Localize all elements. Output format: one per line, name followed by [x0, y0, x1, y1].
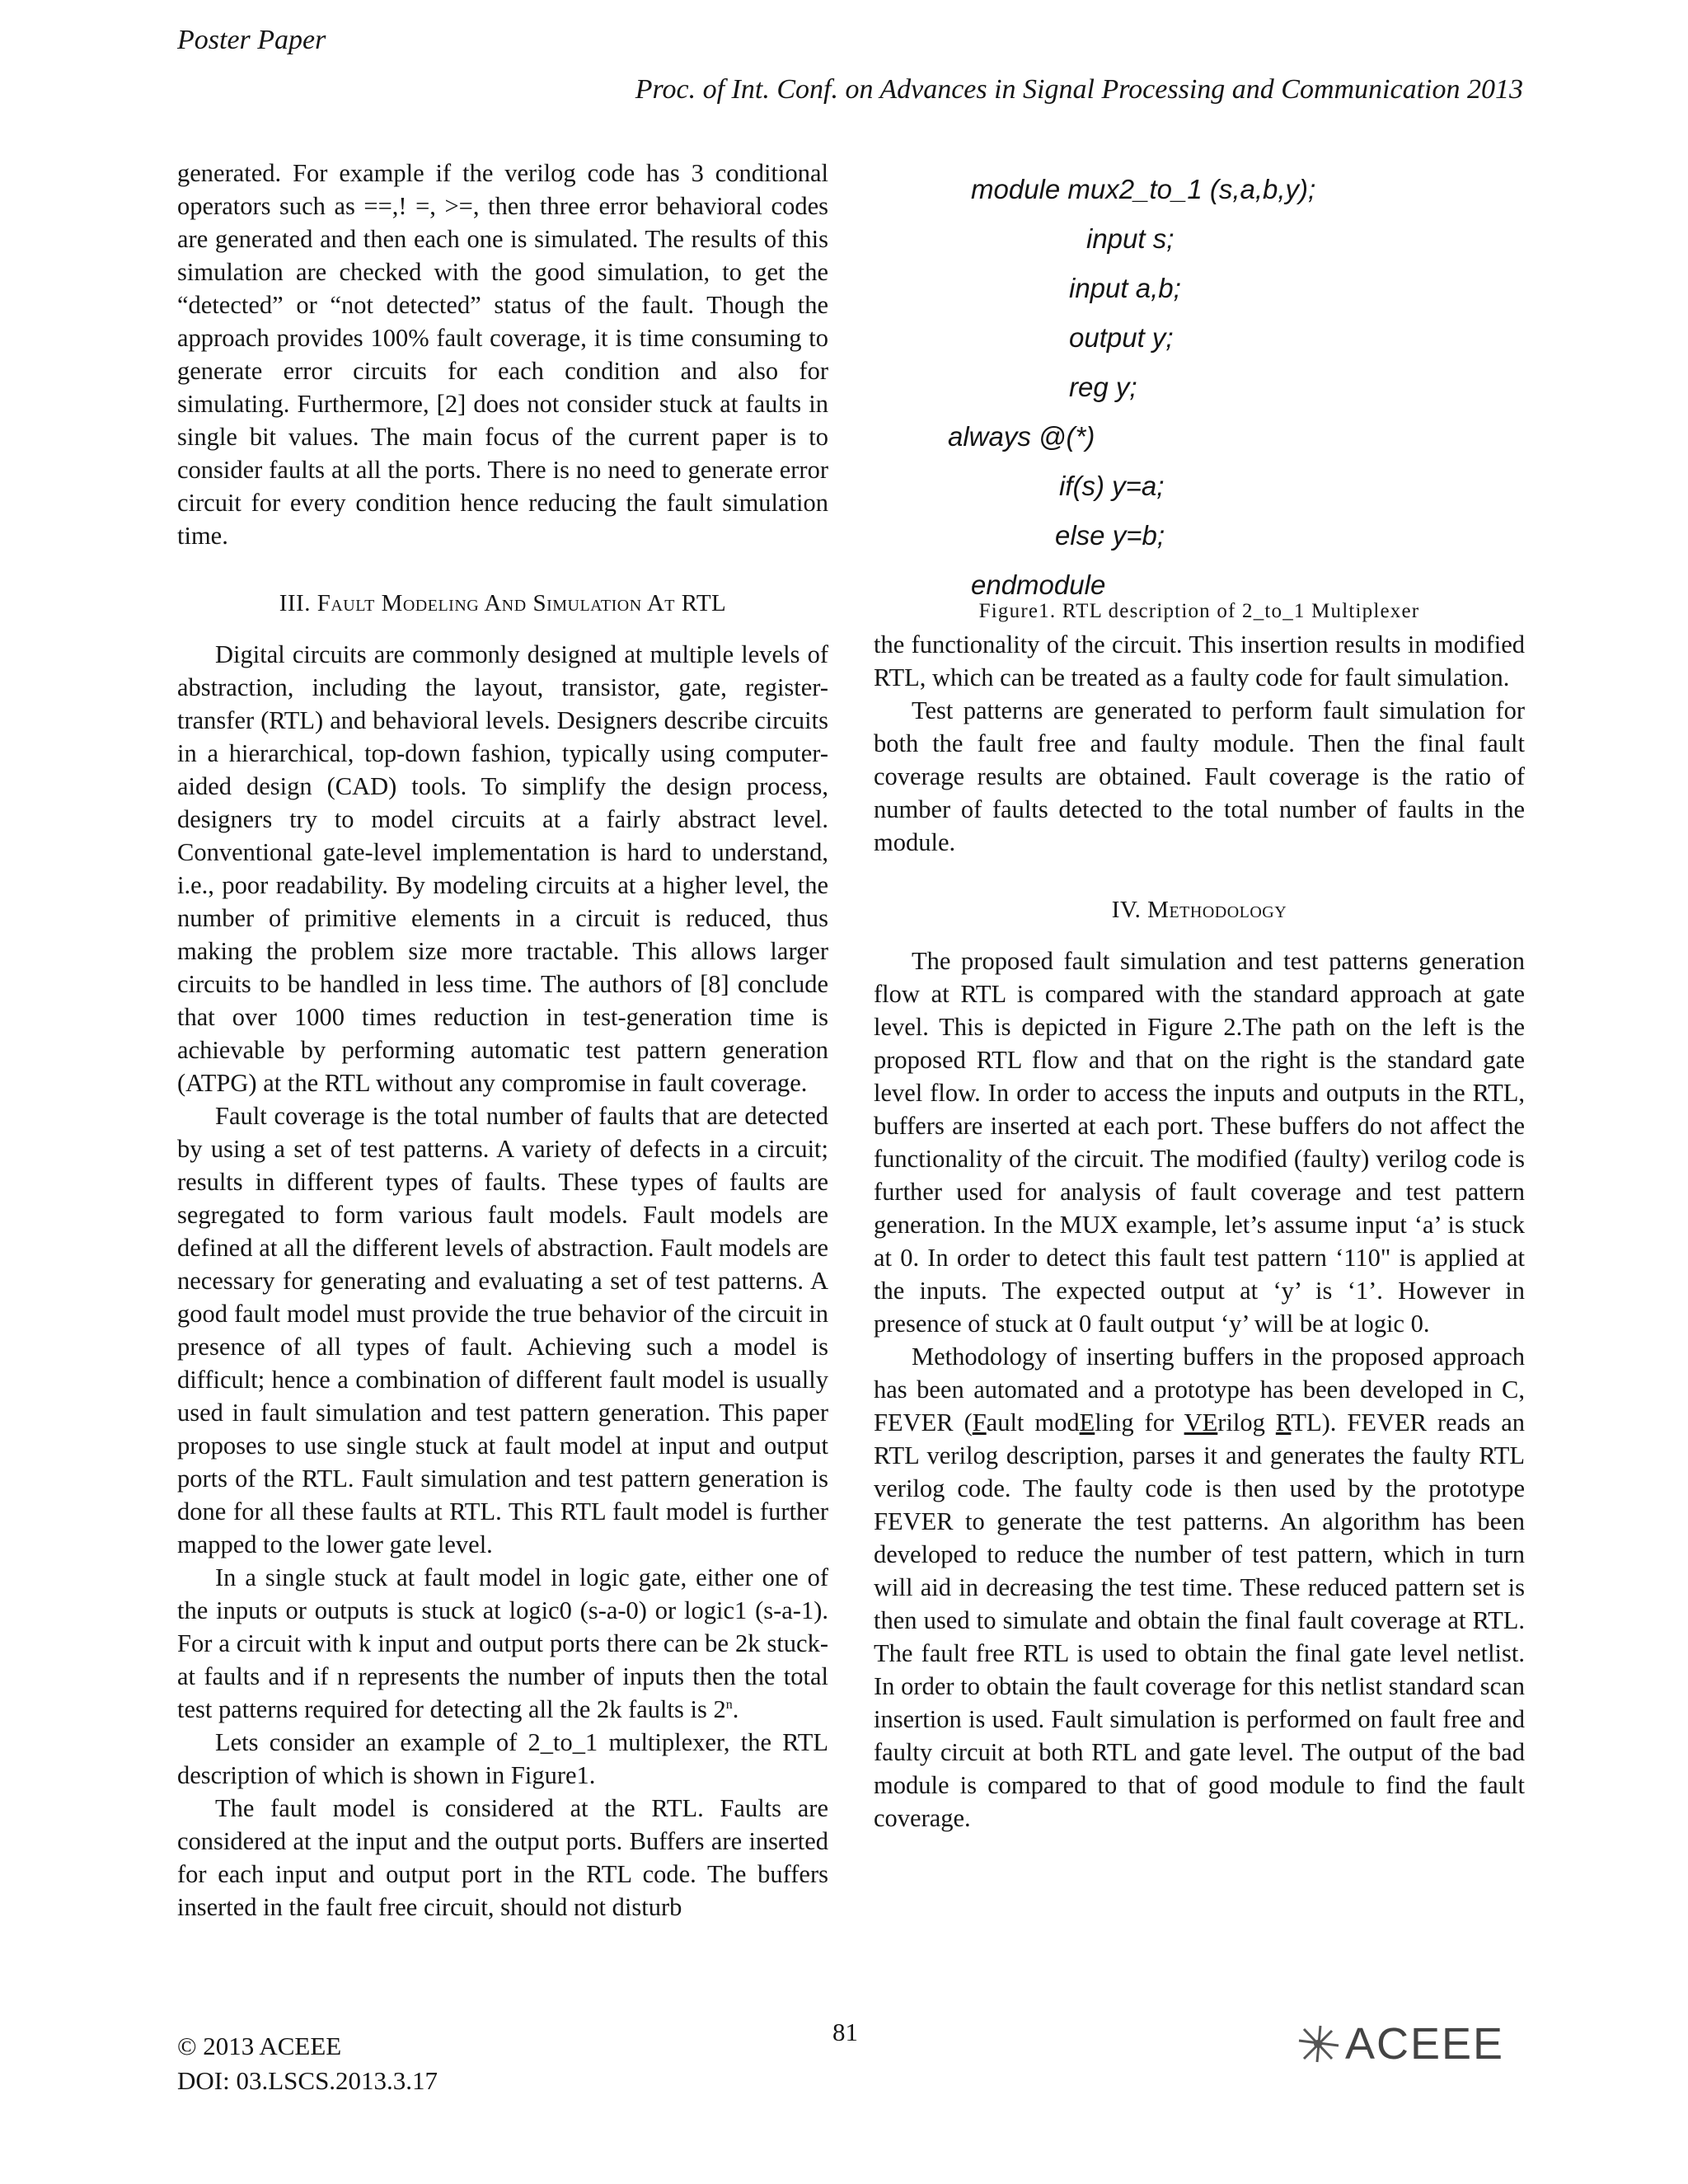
- code-figure: [874, 157, 1525, 602]
- underlined-letter: F: [972, 1408, 987, 1436]
- section-title: Methodology: [1147, 897, 1287, 923]
- code-line: endmodule: [971, 569, 1106, 600]
- underlined-letter: R: [1275, 1408, 1292, 1436]
- section-heading-4: [874, 893, 1525, 926]
- section-number: III.: [279, 590, 317, 616]
- running-header-left: Poster Paper: [177, 25, 326, 55]
- left-column: [177, 157, 828, 1924]
- code-line: module mux2_to_1 (s,a,b,y);: [971, 174, 1316, 204]
- code-line: input a,b;: [1069, 273, 1181, 303]
- paragraph: [177, 1561, 828, 1726]
- code-line: reg y;: [1069, 372, 1137, 402]
- section-title: Fault Modeling And Simulation At RTL: [316, 590, 727, 616]
- star-logo-icon: [1292, 2019, 1342, 2069]
- right-column: [874, 157, 1525, 1835]
- code-line: if(s) y=a;: [1059, 471, 1165, 501]
- footer-info: [177, 2029, 438, 2098]
- page-number: 81: [832, 2018, 858, 2046]
- running-header-right: Proc. of Int. Conf. on Advances in Signal Processing and Communication 2013: [635, 74, 1523, 105]
- text-run: TL). FEVER reads an RTL verilog description, parses it and generates the faulty RTL verilog code. The faulty code is then used by the prototype FEVER to generate the test patterns. An algorithm has been developed to reduce the number of test pattern, which in turn will aid in decreasing the test time. These reduced pattern set is then used to simulate and obtain the final fault coverage at RTL. The fault free RTL is used to obtain the final gate level netlist. In order to obtain the fault coverage for this netlist standard scan insertion is used. Fault simulation is performed on fault free and faulty circuit at both RTL and gate level. The output of the bad module is compared to that of good module to find the fault coverage.: [874, 1408, 1525, 1832]
- text-run: ling for: [1095, 1408, 1184, 1436]
- figure-caption: Figure1. RTL description of 2_to_1 Multiplexer: [978, 600, 1420, 622]
- paragraph: the functionality of the circuit. This insertion results in modified RTL, which can be treated as a faulty code for fault simulation.: [874, 630, 1525, 691]
- aceee-logo: [1292, 2019, 1504, 2069]
- text-run: Methodology of inserting buffers in the proposed approach has been automated and a prototype has been developed in C, FEVER (: [874, 1343, 1525, 1436]
- underlined-letter: E: [1079, 1408, 1095, 1436]
- logo-text: ACEEE: [1345, 2019, 1505, 2069]
- copyright: © 2013 ACEEE: [177, 2032, 342, 2060]
- paragraph: generated. For example if the verilog code has 3 conditional operators such as ==,! =, >=, then three error behavioral codes are generated and then each one is simulated. The results of this simulation are checked with the good simulation, to get the “detected” or “not detected” status of the fault. Though the approach provides 100% fault coverage, it is time consuming to generate error circuits for each condition and also for simulating. Furthermore, [2] does not consider stuck at faults in single bit values. The main focus of the current paper is to consider faults at all the ports. There is no need to generate error circuit for every condition hence reducing the fault simulation time.: [177, 159, 828, 550]
- section-heading-3: [177, 587, 828, 620]
- paragraph-text: In a single stuck at fault model in logic gate, either one of the inputs or outputs is stuck at logic0 (s-a-0) or logic1 (s-a-1). For a circuit with k input and output ports there can be 2k stuck-at faults and if n represents the number of inputs then the total test patterns required for detecting all the 2k faults is 2: [177, 1563, 828, 1723]
- superscript: n: [725, 1697, 733, 1712]
- code-line: input s;: [1086, 223, 1175, 254]
- doi: DOI: 03.LSCS.2013.3.17: [177, 2066, 438, 2095]
- paragraph: [874, 1340, 1525, 1835]
- section-number: IV.: [1111, 897, 1148, 923]
- paragraph-end: .: [732, 1695, 739, 1723]
- text-run: ault mod: [986, 1408, 1080, 1436]
- paragraph: Fault coverage is the total number of faults that are detected by using a set of test patterns. A variety of defects in a circuit; results in different types of faults. These types of faults are segregated to form various fault models. Fault models are defined at all the different levels of abstraction. Fault models are necessary for generating and evaluating a set of test patterns. A good fault model must provide the true behavior of the circuit in presence of all types of fault. Achieving such a model is difficult; hence a combination of different fault model is usually used in fault simulation and test pattern generation. This paper proposes to use single stuck at fault model at input and output ports of the RTL. Fault simulation and test pattern generation is done for all these faults at RTL. This RTL fault model is further mapped to the lower gate level.: [177, 1102, 828, 1558]
- text-run: rilog: [1217, 1408, 1276, 1436]
- underlined-letter: VE: [1184, 1408, 1218, 1436]
- code-line: always @(*): [948, 421, 1095, 452]
- paragraph: Lets consider an example of 2_to_1 multiplexer, the RTL description of which is shown in Figure1.: [177, 1728, 828, 1789]
- paragraph: Test patterns are generated to perform fault simulation for both the fault free and faulty module. Then the final fault coverage results are obtained. Fault coverage is the ratio of number of faults detected to the total number of faults in the module.: [874, 696, 1525, 856]
- code-line: else y=b;: [1055, 520, 1165, 551]
- paragraph: The proposed fault simulation and test patterns generation flow at RTL is compared with the standard approach at gate level. This is depicted in Figure 2.The path on the left is the proposed RTL flow and that on the right is the standard gate level flow. In order to access the inputs and outputs in the RTL, buffers are inserted at each port. These buffers do not affect the functionality of the circuit. The modified (faulty) verilog code is further used for analysis of fault coverage and test pattern generation. In the MUX example, let’s assume input ‘a’ is stuck at 0. In order to detect this fault test pattern ‘110" is applied at the inputs. The expected output at ‘y’ is ‘1’. However in presence of stuck at 0 fault output ‘y’ will be at logic 0.: [874, 947, 1525, 1338]
- paragraph: The fault model is considered at the RTL. Faults are considered at the input and the output ports. Buffers are inserted for each input and output port in the RTL code. The buffers inserted in the fault free circuit, should not disturb: [177, 1794, 828, 1921]
- paragraph: Digital circuits are commonly designed at multiple levels of abstraction, including the layout, transistor, gate, register-transfer (RTL) and behavioral levels. Designers describe circuits in a hierarchical, top-down fashion, typically using computer-aided design (CAD) tools. To simplify the design process, designers try to model circuits at a fairly abstract level. Conventional gate-level implementation is hard to understand, i.e., poor readability. By modeling circuits at a higher level, the number of primitive elements in a circuit is reduced, thus making the problem size more tractable. This allows larger circuits to be handled in less time. The authors of [8] conclude that over 1000 times reduction in test-generation time is achievable by performing automatic test pattern generation (ATPG) at the RTL without any compromise in fault coverage.: [177, 640, 828, 1097]
- code-line: output y;: [1069, 322, 1174, 353]
